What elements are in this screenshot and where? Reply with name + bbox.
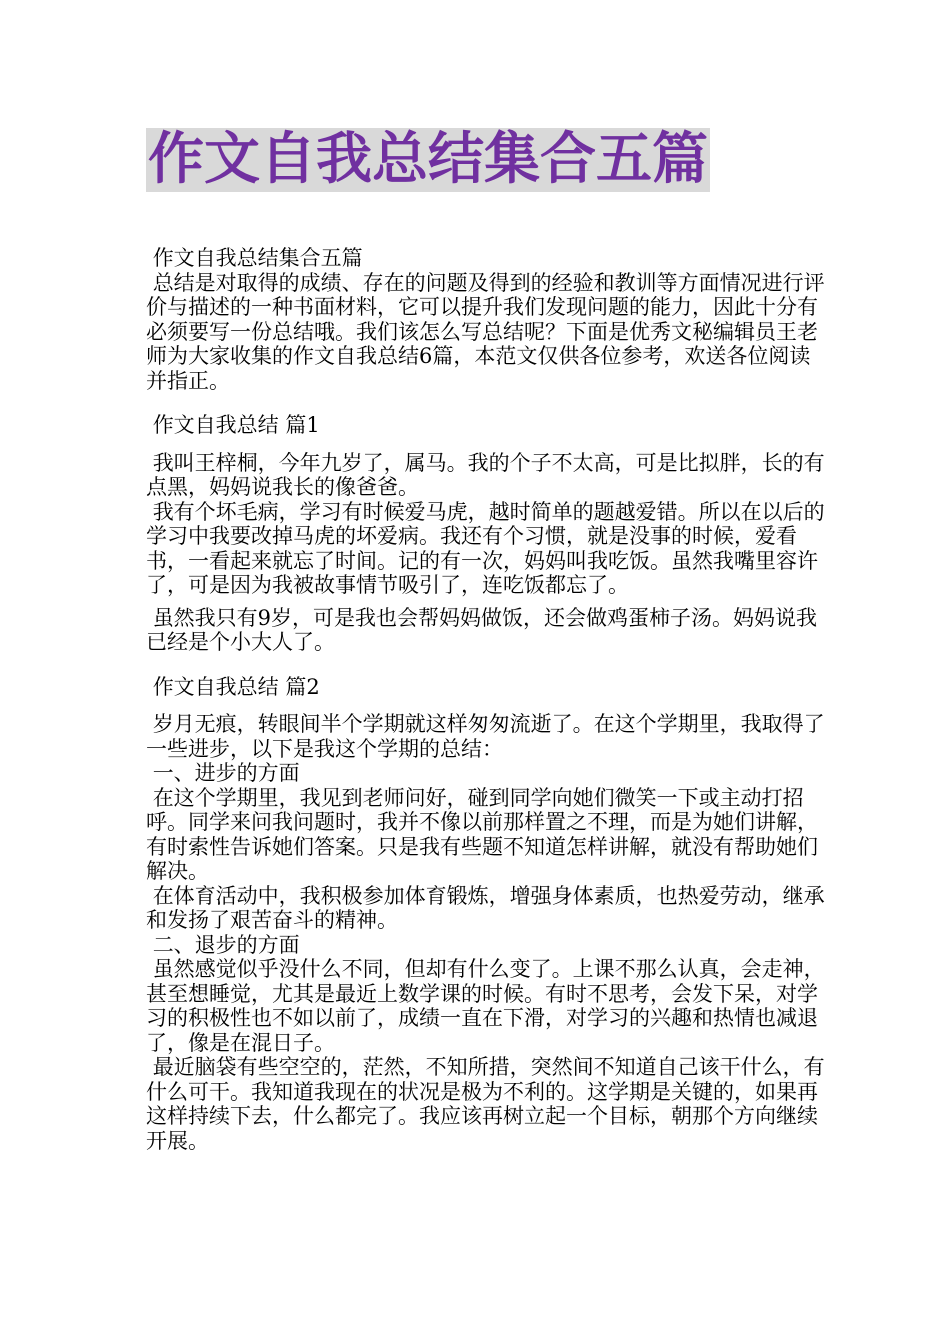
paragraph: 虽然感觉似乎没什么不同，但却有什么变了。上课不那么认真，会走神，甚至想睡觉，尤其是最近上数学课的时候。有时不思考，会发下呆，对学习的积极性也不如以前了，成绩一直在下滑，对学习的兴趣和热情也减退了，像是在混日子。 <box>146 957 825 1055</box>
sub-heading-regress: 二、退步的方面 <box>146 932 300 957</box>
paragraph: 在体育活动中，我积极参加体育锻炼，增强身体素质，也热爱劳动，继承和发扬了艰苦奋斗的精神。 <box>146 883 825 932</box>
paragraph: 在这个学期里，我见到老师问好，碰到同学向她们微笑一下或主动打招呼。同学来问我问题时，我并不像以前那样置之不理，而是为她们讲解，有时索性告诉她们答案。只是我有些题不知道怎样讲解，就没有帮助她们解决。 <box>146 785 818 883</box>
document-title: 作文自我总结集合五篇 <box>148 127 708 192</box>
paragraph: 最近脑袋有些空空的，茫然，不知所措，突然间不知道自己该干什么，有什么可干。我知道我现在的状况是极为不利的。这学期是关键的，如果再这样持续下去，什么都完了。我应该再树立起一个目标，朝那个方向继续开展。 <box>146 1055 825 1153</box>
paragraph-intro: 总结是对取得的成绩、存在的问题及得到的经验和教训等方面情况进行评价与描述的一种书面材料，它可以提升我们发现问题的能力，因此十分有必须要写一份总结哦。我们该怎么写总结呢？下面是优秀文秘编辑员王老师为大家收集的作文自我总结6篇，本范文仅供各位参考，欢送各位阅读并指正。 <box>146 270 825 393</box>
paragraph: 我有个坏毛病，学习有时候爱马虎，越时简单的题越爱错。所以在以后的学习中我要改掉马虎的坏爱病。我还有个习惯，就是没事的时候，爱看书，一看起来就忘了时间。记的有一次，妈妈叫我吃饭。虽然我嘴里容许了，可是因为我被故事情节吸引了，连吃饭都忘了。 <box>146 499 825 597</box>
paragraph: 虽然我只有9岁，可是我也会帮妈妈做饭，还会做鸡蛋柿子汤。妈妈说我已经是个小大人了。 <box>146 605 818 654</box>
sub-heading-progress: 一、进步的方面 <box>146 761 300 785</box>
section-heading-1: 作文自我总结 篇1 <box>146 413 320 437</box>
section-heading-2: 作文自我总结 篇2 <box>146 674 320 699</box>
paragraph: 我叫王梓桐，今年九岁了，属马。我的个子不太高，可是比拟胖，长的有点黑，妈妈说我长的像爸爸。 <box>146 450 825 499</box>
paragraph: 岁月无痕，转眼间半个学期就这样匆匆流逝了。在这个学期里，我取得了一些进步，以下是我这个学期的总结： <box>146 712 825 761</box>
paragraph-subtitle: 作文自我总结集合五篇 <box>146 246 363 270</box>
document-body <box>146 246 826 1153</box>
